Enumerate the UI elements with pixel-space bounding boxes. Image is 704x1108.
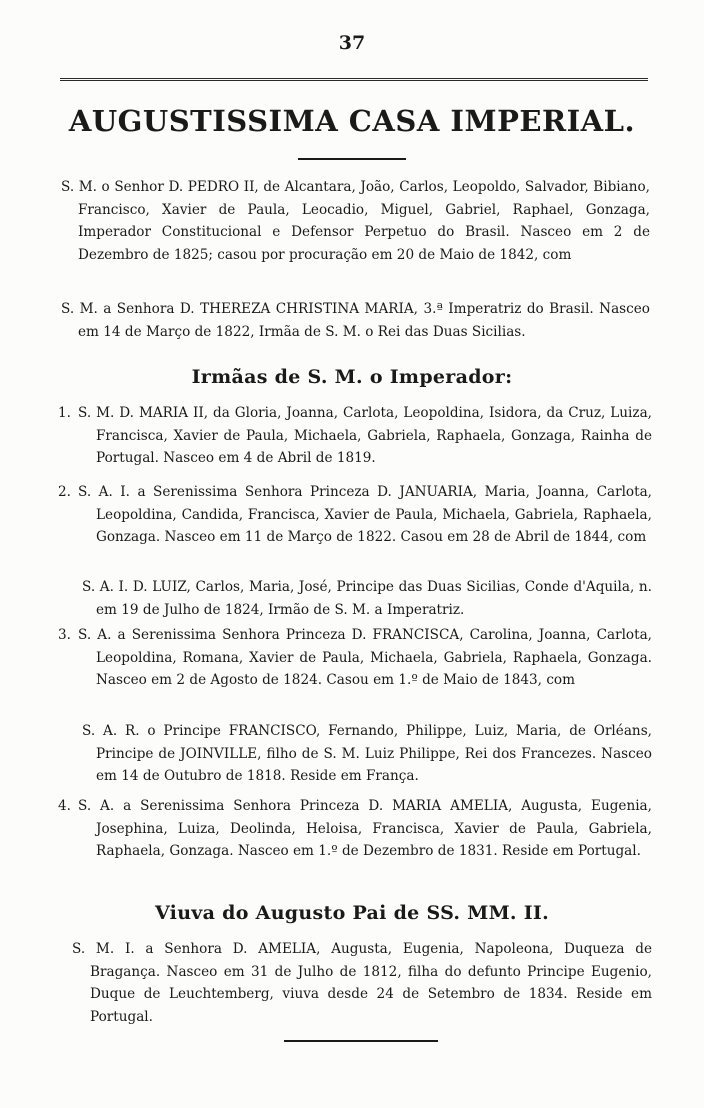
widow-entry: S. M. I. a Senhora D. AMELIA, Augusta, Eugenia, Napoleona, Duqueza de Bragança. Nasceo em 31 de Julho de 1812, filha do defunto Principe Eugenio, Duque de Leuchtemberg, viuva desde 24 de Setembro de 1834. Reside em Portugal. [72,941,652,1025]
emperor-entry: S. M. o Senhor D. PEDRO II, de Alcantara, João, Carlos, Leopoldo, Salvador, Bibiano, Francisco, Xavier de Paula, Leocadio, Miguel, Gabriel, Raphael, Gonzaga, Imperador Constitucional e Defensor Perpetuo do Brasil. Nasceo em 2 de Dezembro de 1825; casou por procuração em 20 de Maio de 1842, com [61,179,650,263]
top-divider [60,78,648,81]
sister-number: 1. [58,405,71,421]
empress-entry: S. M. a Senhora D. THEREZA CHRISTINA MARIA, 3.ª Imperatriz do Brasil. Nasceo em 14 de Março de 1822, Irmãa de S. M. o Rei das Duas Sicilias. [61,301,650,340]
sister-text: S. A. a Serenissima Senhora Princeza D. FRANCISCA, Carolina, Joanna, Carlota, Leopoldina, Romana, Xavier de Paula, Michaela, Gabriela, Raphaela, Gonzaga. Nasceo em 2 de Agosto de 1824. Casou em 1.º de Maio de 1843, com [78,627,652,689]
sister-text: S. A. I. a Serenissima Senhora Princeza D. JANUARIA, Maria, Joanna, Carlota, Leopoldina, Candida, Francisca, Xavier de Paula, Michaela, Gabriela, Raphaela, Gonzaga. Nasceo em 11 de Março de 1822. Casou em 28 de Abril de 1844, com [78,484,652,546]
title-divider [298,158,406,160]
end-divider [284,1040,438,1042]
spouse-entry: S. A. I. D. LUIZ, Carlos, Maria, José, Principe das Duas Sicilias, Conde d'Aquila, n. em 19 de Julho de 1824, Irmão de S. M. a Imperatriz. [82,579,652,618]
spouse-entry: S. A. R. o Principe FRANCISCO, Fernando, Philippe, Luiz, Maria, de Orléans, Principe de JOINVILLE, filho de S. M. Luiz Philippe, Rei dos Francezes. Nasceo em 14 de Outubro de 1818. Reside em França. [82,723,652,785]
sister-number: 4. [58,798,71,814]
sister-text: S. A. a Serenissima Senhora Princeza D. MARIA AMELIA, Augusta, Eugenia, Josephina, Luiza, Deolinda, Heloisa, Francisca, Xavier de Paula, Gabriela, Raphaela, Gonzaga. Nasceo em 1.º de Dezembro de 1831. Reside em Portugal. [78,798,652,860]
sister-number: 3. [58,627,71,643]
page-title: AUGUSTISSIMA CASA IMPERIAL. [68,104,636,138]
page-number: 37 [338,32,366,54]
sister-number: 2. [58,484,71,500]
sisters-heading: Irmãas de S. M. o Imperador: [191,366,513,388]
widow-heading: Viuva do Augusto Pai de SS. MM. II. [154,902,550,924]
sister-text: S. M. D. MARIA II, da Gloria, Joanna, Carlota, Leopoldina, Isidora, da Cruz, Luiza, Francisca, Xavier de Paula, Michaela, Gabriela, Raphaela, Gonzaga, Rainha de Portugal. Nasceo em 4 de Abril de 1819. [78,405,652,467]
